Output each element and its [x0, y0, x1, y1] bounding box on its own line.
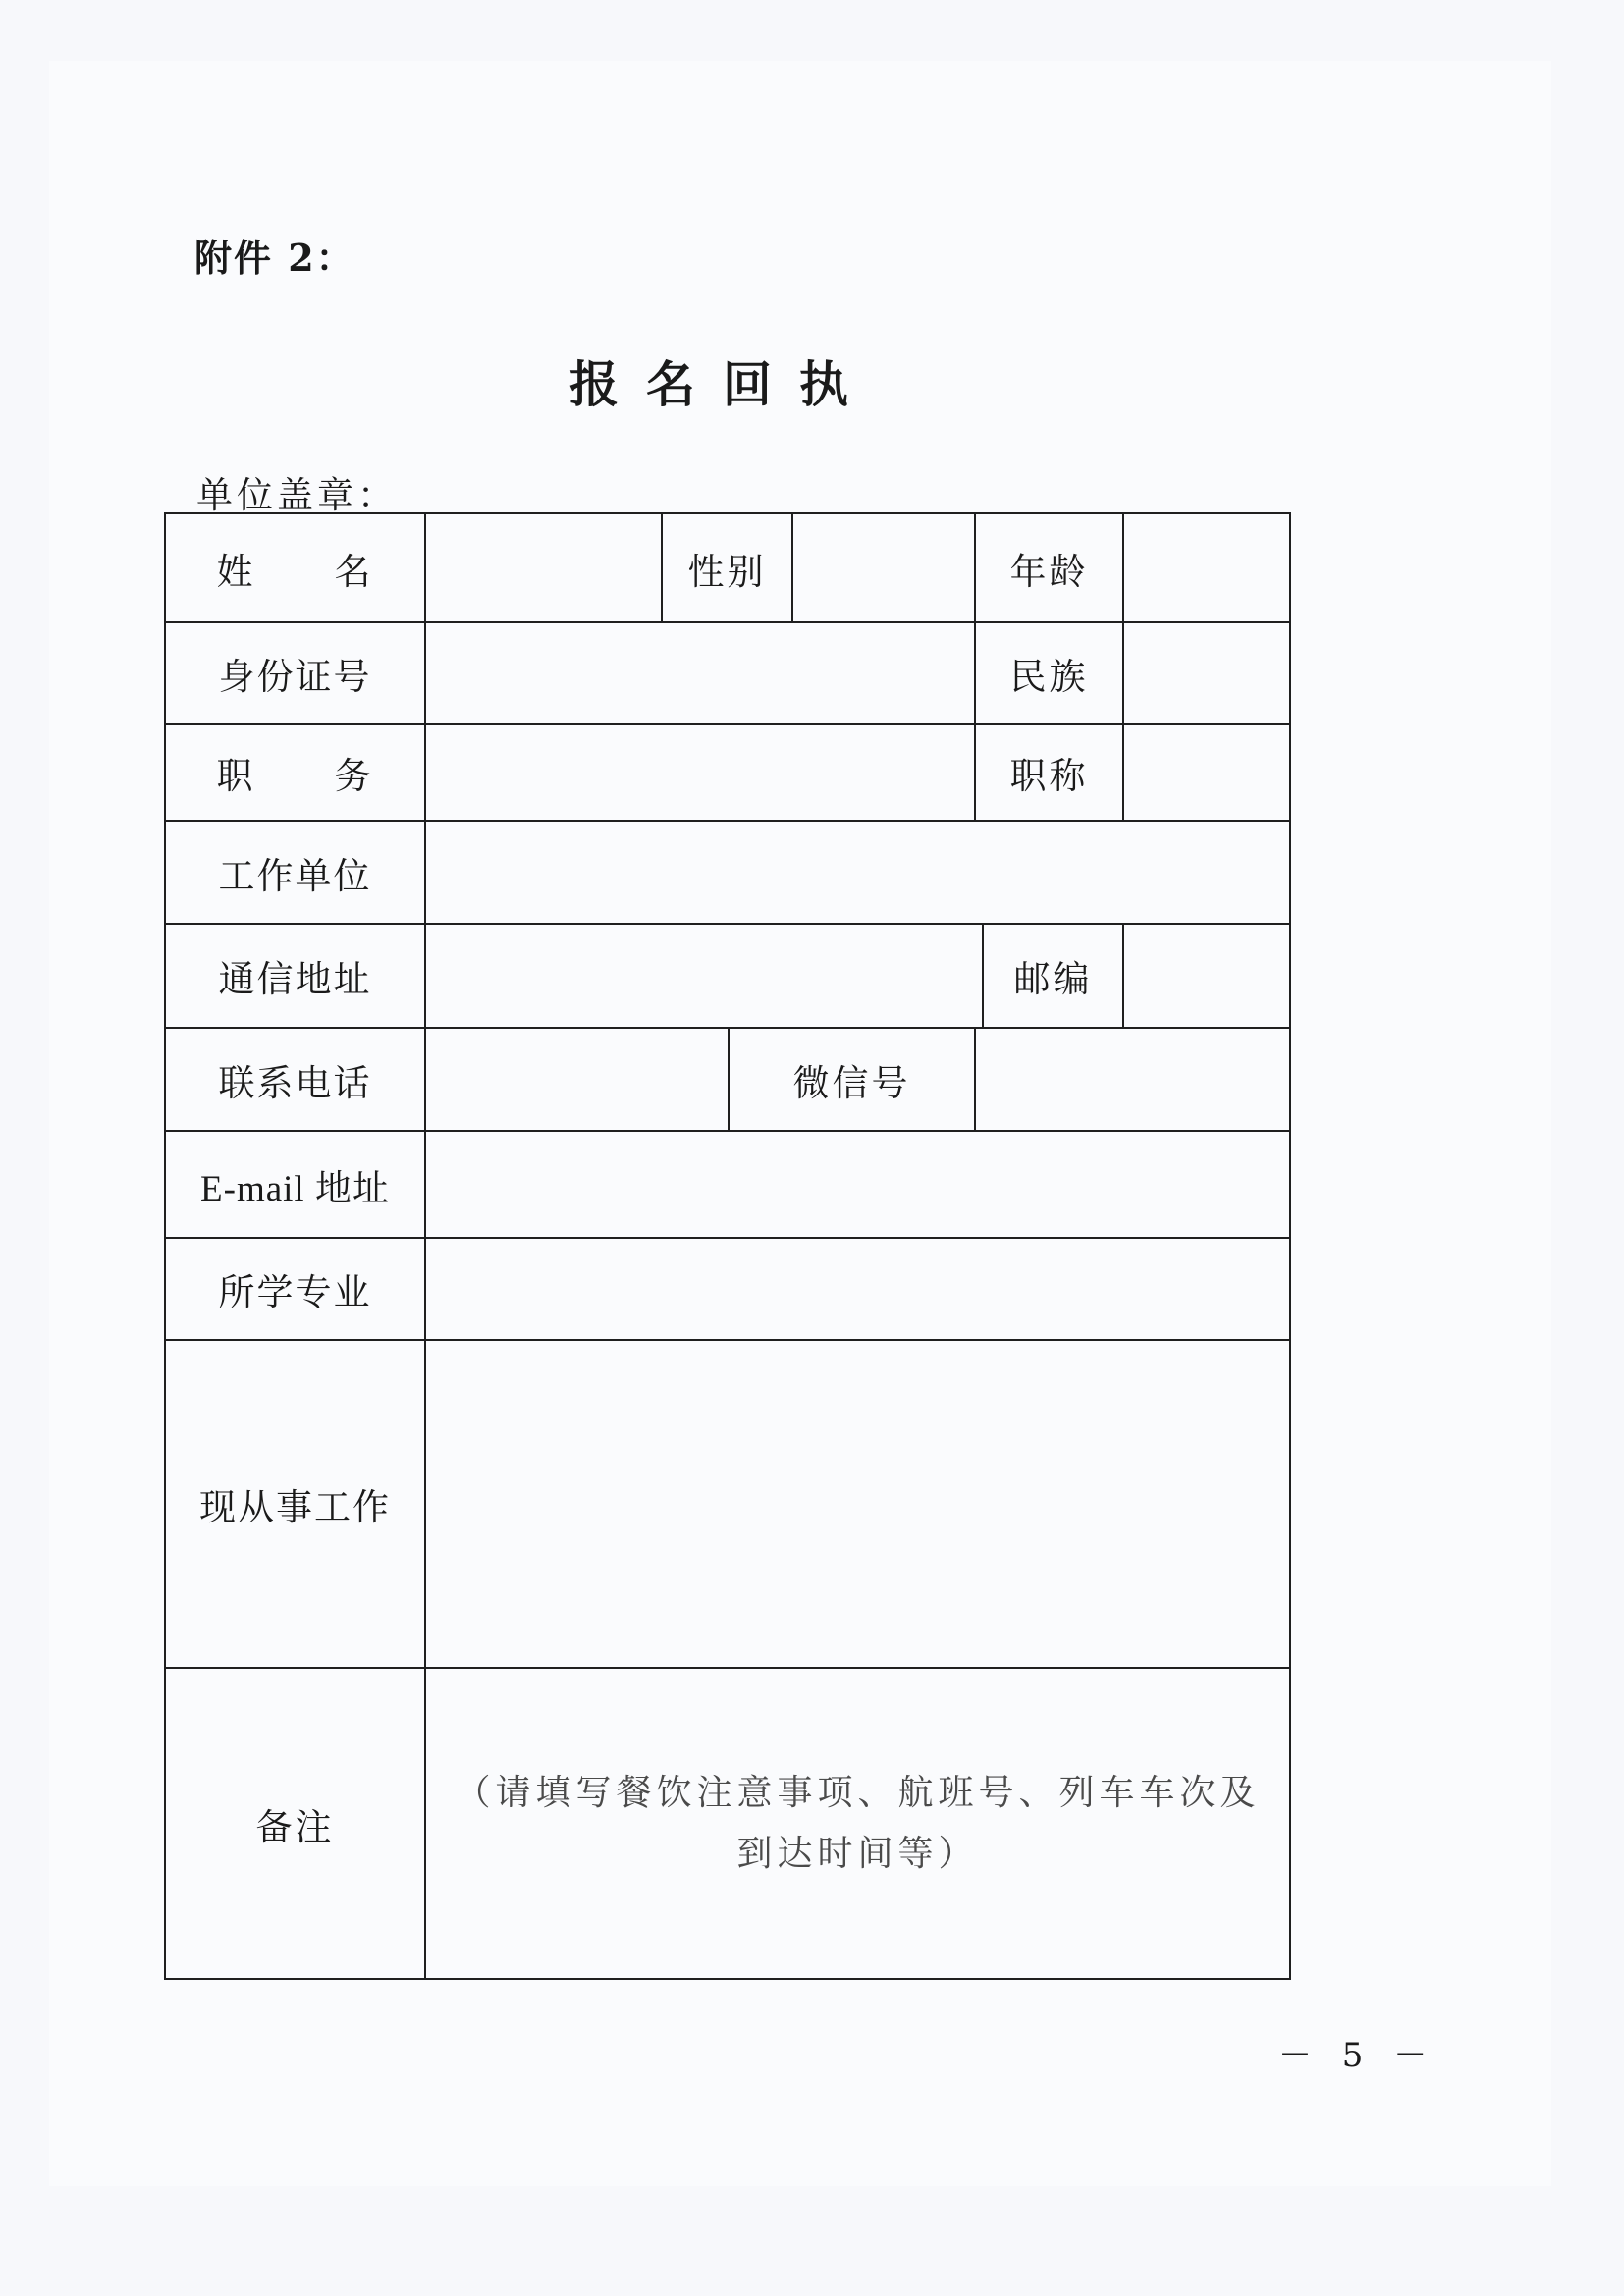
wechat-field[interactable]: [975, 1028, 1290, 1131]
attachment-label: 附件 2：: [194, 236, 355, 280]
gender-label: 性别: [662, 513, 792, 622]
row-major: [165, 1238, 1290, 1340]
age-field[interactable]: [1123, 513, 1290, 622]
name-label: 姓 名: [165, 513, 425, 622]
postcode-label: 邮编: [983, 924, 1123, 1028]
current-work-label: 现从事工作: [165, 1340, 425, 1668]
remarks-hint-line-1: （请填写餐饮注意事项、航班号、列车车次及: [455, 1772, 1261, 1813]
phone-field[interactable]: [425, 1028, 729, 1131]
remarks-hint-line-2: 到达时间等）: [736, 1833, 979, 1874]
remarks-label: 备注: [165, 1668, 425, 1979]
address-field[interactable]: [425, 924, 983, 1028]
address-label: 通信地址: [165, 924, 425, 1028]
row-remarks: [165, 1668, 1290, 1979]
row-id: [165, 622, 1290, 724]
position-label: 职 务: [165, 724, 425, 821]
ethnicity-label: 民族: [975, 622, 1123, 724]
phone-label: 联系电话: [165, 1028, 425, 1131]
remarks-field[interactable]: [425, 1668, 1290, 1979]
row-current-work: [165, 1340, 1290, 1668]
email-field[interactable]: [425, 1131, 1290, 1238]
wechat-label: 微信号: [729, 1028, 975, 1131]
row-email: [165, 1131, 1290, 1238]
row-employer: [165, 821, 1290, 924]
professional-title-label: 职称: [975, 724, 1123, 821]
current-work-field[interactable]: [425, 1340, 1290, 1668]
page-number: － 5 －: [1278, 2036, 1437, 2075]
major-label: 所学专业: [165, 1238, 425, 1340]
employer-label: 工作单位: [165, 821, 425, 924]
postcode-field[interactable]: [1123, 924, 1290, 1028]
row-phone: [165, 1028, 1290, 1131]
name-field[interactable]: [425, 513, 662, 622]
page-title: 报名回执: [569, 355, 876, 413]
email-label: E-mail 地址: [165, 1131, 425, 1238]
row-position: [165, 724, 1290, 821]
id-number-label: 身份证号: [165, 622, 425, 724]
id-number-field[interactable]: [425, 622, 975, 724]
professional-title-field[interactable]: [1123, 724, 1290, 821]
ethnicity-field[interactable]: [1123, 622, 1290, 724]
major-field[interactable]: [425, 1238, 1290, 1340]
row-name: [165, 513, 1290, 622]
unit-seal-label: 单位盖章：: [196, 474, 398, 516]
employer-field[interactable]: [425, 821, 1290, 924]
position-field[interactable]: [425, 724, 975, 821]
remarks-hint: [426, 1763, 1289, 1885]
age-label: 年龄: [975, 513, 1123, 622]
registration-form-table: [164, 512, 1291, 1980]
gender-field[interactable]: [792, 513, 975, 622]
row-address: [165, 924, 1290, 1028]
